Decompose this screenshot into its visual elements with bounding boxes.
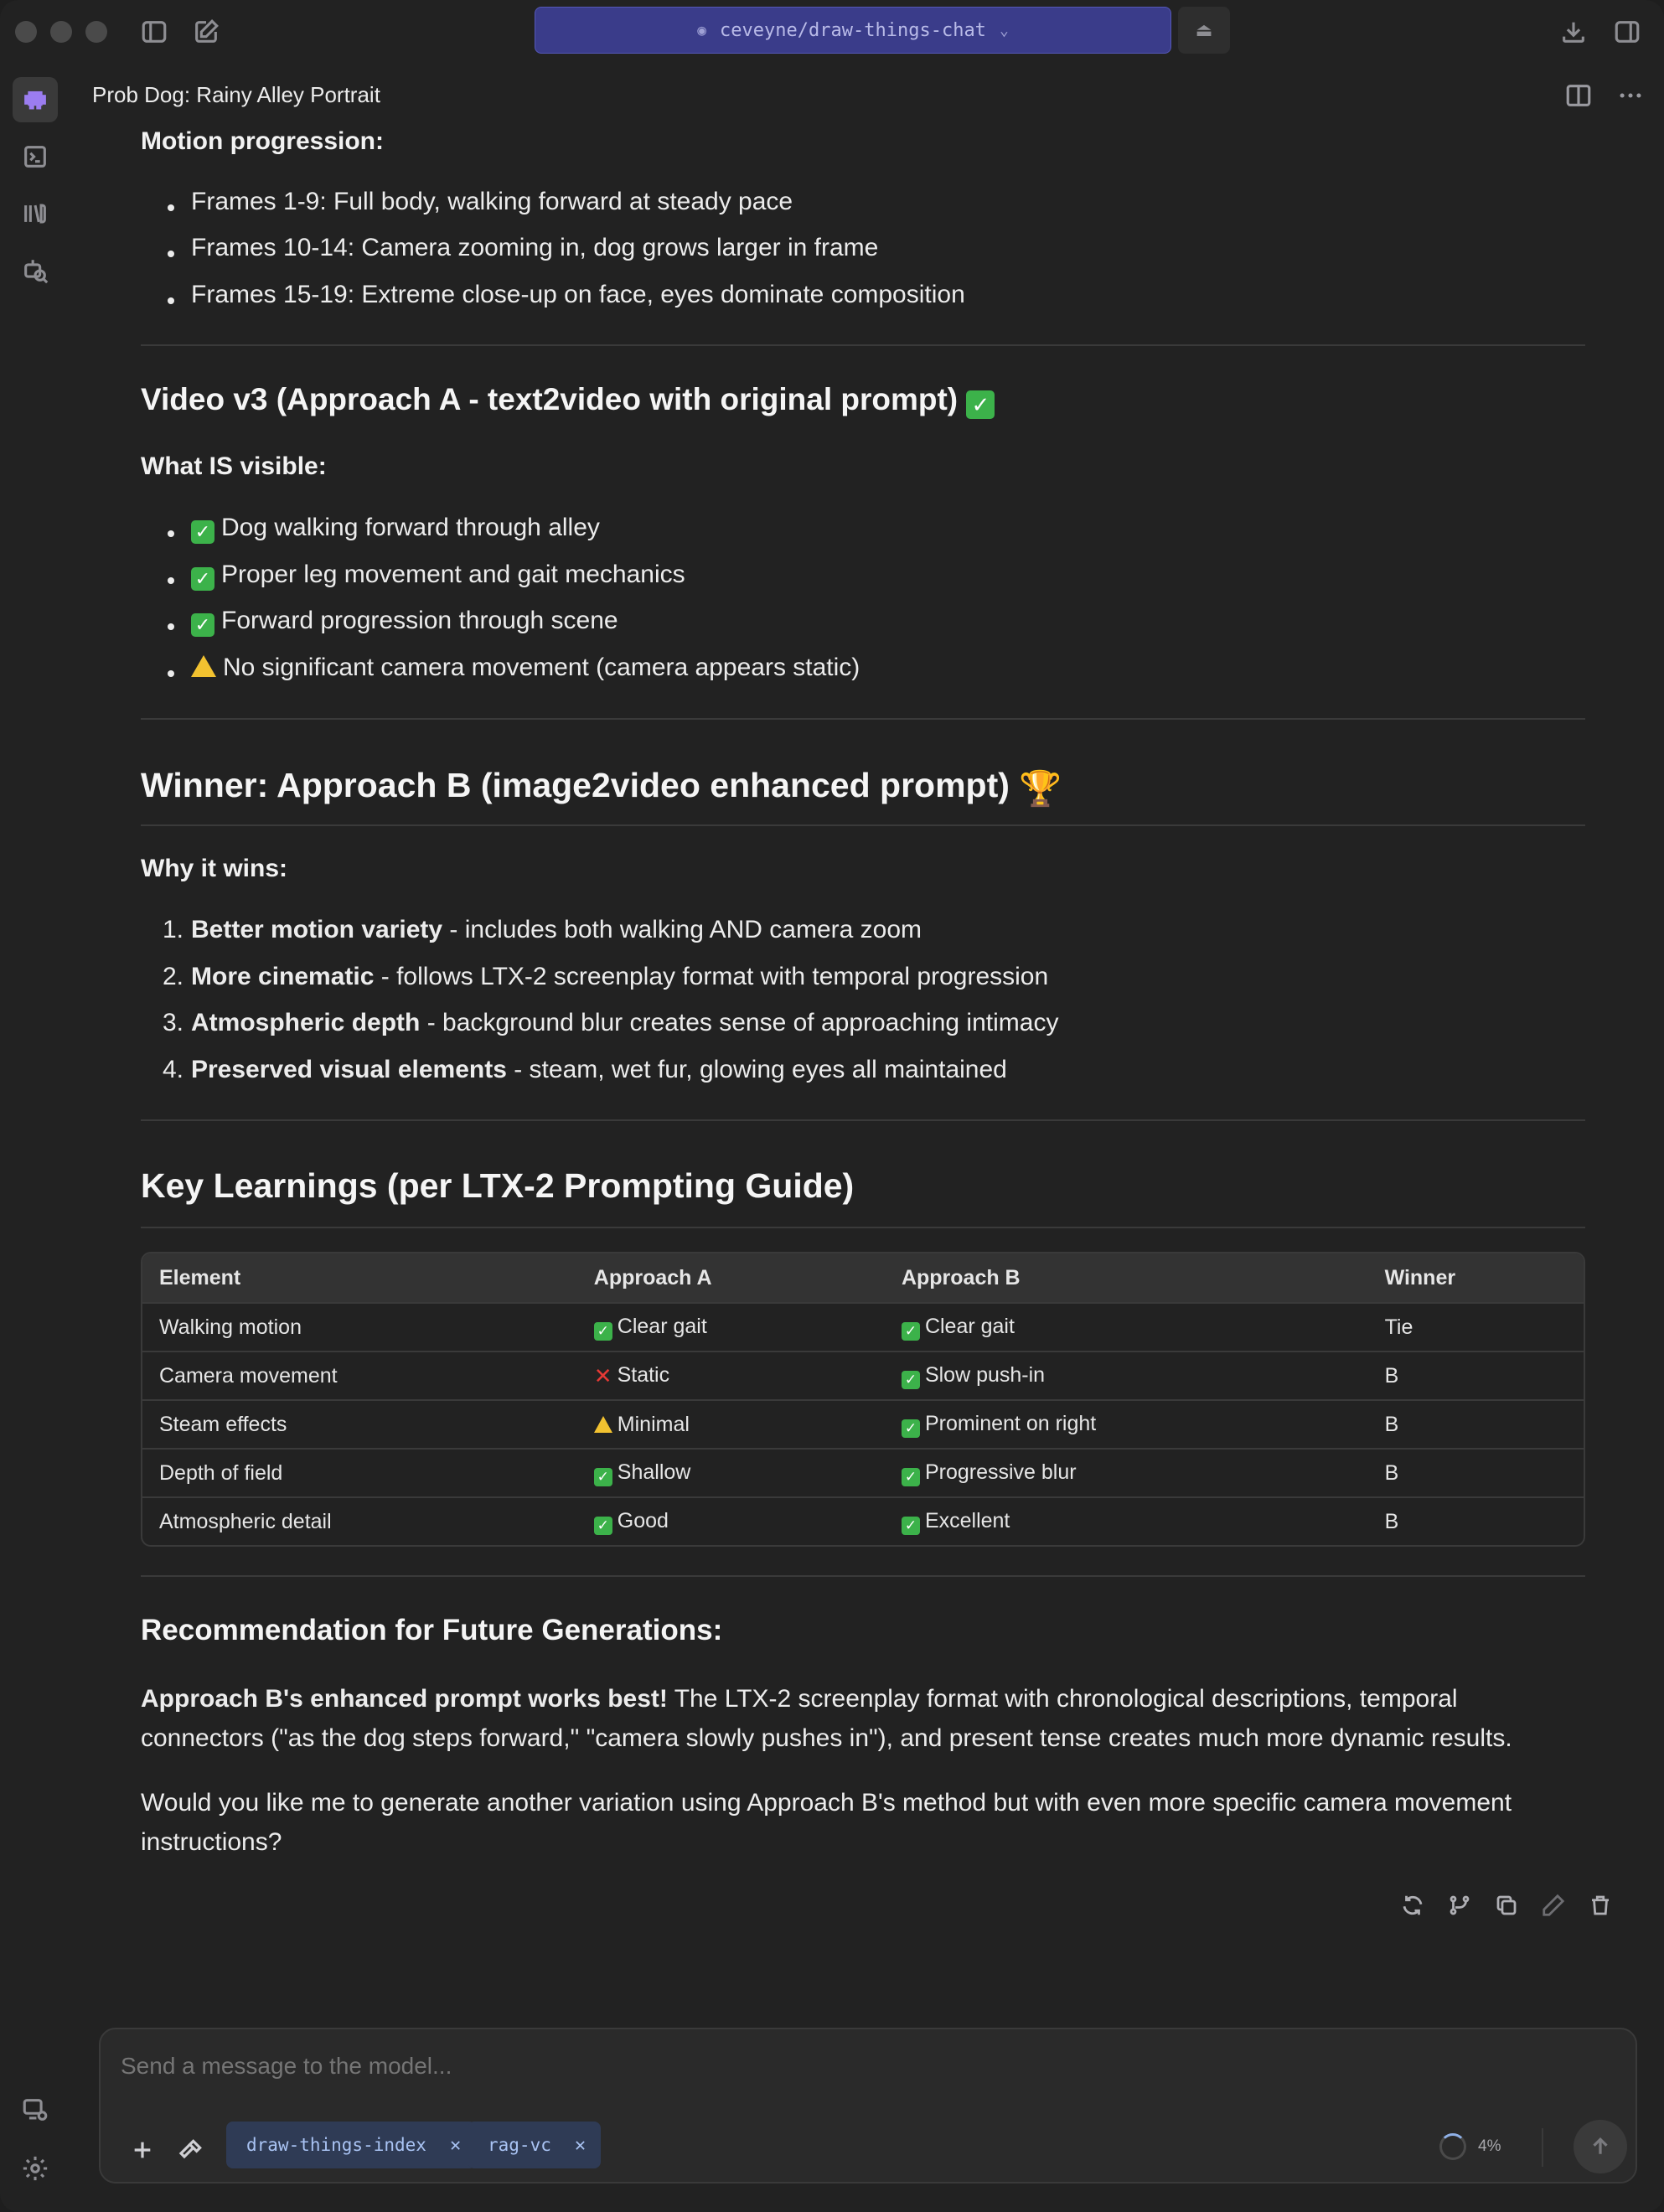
- left-rail: [0, 62, 70, 2212]
- winner-heading: Winner: Approach B (image2video enhanced prompt) 🏆: [141, 766, 1062, 808]
- copy-icon: [1494, 1893, 1519, 1918]
- sidebar-icon: [140, 18, 168, 46]
- chip-label: rag-vc: [488, 2135, 551, 2155]
- library-icon: [21, 199, 49, 228]
- repo-name: ceveyne/draw-things-chat: [720, 19, 986, 41]
- list-item: Frames 15-19: Extreme close-up on face, eyes dominate composition: [191, 281, 965, 308]
- list-number: 3.: [163, 1009, 184, 1036]
- table-cell: ✓ Slow push-in: [885, 1363, 1368, 1389]
- list-item: ✓ Forward progression through scene: [191, 607, 618, 637]
- table-cell: ✓ Prominent on right: [885, 1412, 1368, 1438]
- edit-button[interactable]: [1537, 1889, 1570, 1922]
- repo-selector[interactable]: [535, 7, 1171, 54]
- table-cell: B: [1384, 1460, 1399, 1485]
- toggle-sidebar-button[interactable]: [137, 15, 171, 49]
- warning-icon: [594, 1416, 612, 1433]
- eject-button[interactable]: [1178, 7, 1230, 54]
- table-cell: B: [1384, 1412, 1399, 1436]
- toggle-inspector-button[interactable]: [1610, 15, 1644, 49]
- check-icon: ✓: [594, 1517, 612, 1535]
- divider: [1542, 2128, 1543, 2167]
- table-cell: Tie: [1384, 1315, 1413, 1339]
- remove-chip-icon[interactable]: ✕: [574, 2134, 587, 2156]
- check-icon: ✓: [594, 1322, 612, 1341]
- motion-heading: Motion progression:: [141, 127, 384, 155]
- plus-icon: [129, 2137, 156, 2163]
- divider: [141, 344, 1585, 346]
- table-cell: B: [1384, 1509, 1399, 1533]
- table-cell: Minimal: [577, 1413, 885, 1437]
- list-item: More cinematic - follows LTX-2 screenplay format with temporal progression: [191, 963, 1049, 990]
- github-icon: ◉: [697, 21, 707, 39]
- pencil-icon: [1541, 1893, 1566, 1918]
- list-item: Preserved visual elements - steam, wet fur, glowing eyes all maintained: [191, 1056, 1007, 1083]
- table-cell: ✓ Progressive blur: [885, 1460, 1368, 1486]
- new-chat-button[interactable]: [189, 15, 223, 49]
- right-panel-icon: [1613, 18, 1641, 46]
- follow-up-question: Would you like me to generate another variation using Approach B's method but with even more specific camera movement instructions?: [141, 1789, 1512, 1856]
- branch-button[interactable]: [1443, 1889, 1476, 1922]
- v3-heading: Video v3 (Approach A - text2video with original prompt) ✓: [141, 382, 1001, 419]
- table-cell: ✕ Static: [593, 1362, 670, 1388]
- table-row: [142, 1302, 1584, 1351]
- chevron-down-icon: ⌄: [999, 21, 1009, 39]
- split-view-icon: [1564, 81, 1593, 110]
- download-icon: [1559, 18, 1588, 46]
- table-cell: B: [1384, 1363, 1399, 1388]
- table-cell: Steam effects: [159, 1412, 287, 1436]
- copy-button[interactable]: [1490, 1889, 1523, 1922]
- arrow-up-icon: [1588, 2134, 1613, 2159]
- winner-subheading: Why it wins:: [141, 855, 287, 882]
- table-row: [142, 1351, 1584, 1399]
- context-usage: [1439, 2133, 1501, 2160]
- recommendation-paragraph: Approach B's enhanced prompt works best! The LTX-2 screenplay format with chronological descriptions, temporal connectors ("as the dog steps forward," "camera slowly pushes in"), and present tense creates much more dynamic results.: [141, 1685, 1512, 1752]
- table-cell: Depth of field: [159, 1460, 283, 1485]
- list-item: No significant camera movement (camera appears static): [191, 654, 860, 682]
- context-usage-label: 4%: [1478, 2137, 1501, 2155]
- check-icon: ✓: [191, 613, 214, 637]
- table-cell: ✓ Clear gait: [577, 1315, 885, 1341]
- remote-connection-button[interactable]: [17, 2091, 54, 2128]
- column-header: Approach B: [901, 1265, 1021, 1289]
- delete-button[interactable]: [1584, 1889, 1617, 1922]
- gear-icon: [21, 2154, 49, 2183]
- list-number: 1.: [163, 916, 184, 943]
- tool-chip-rag-vc[interactable]: [468, 2122, 601, 2168]
- rail-item-chat[interactable]: [13, 77, 58, 122]
- learnings-heading: Key Learnings (per LTX-2 Prompting Guide): [141, 1166, 855, 1205]
- column-header: Element: [159, 1265, 241, 1289]
- list-item: ✓ Proper leg movement and gait mechanics: [191, 561, 685, 591]
- list-item: Frames 10-14: Camera zooming in, dog grows larger in frame: [191, 234, 879, 261]
- download-button[interactable]: [1557, 15, 1590, 49]
- eject-icon: ⏏: [1195, 19, 1213, 40]
- branch-icon: [1447, 1893, 1472, 1918]
- v3-subheading: What IS visible:: [141, 452, 327, 480]
- table-cell: ✓ Good: [577, 1509, 885, 1535]
- ellipsis-icon: [1616, 81, 1645, 110]
- check-icon: ✓: [191, 520, 214, 544]
- compose-icon: [192, 18, 220, 46]
- terminal-icon: [21, 142, 49, 171]
- link-device-icon: [21, 2096, 49, 2124]
- check-icon: ✓: [902, 1468, 920, 1486]
- table-row: [142, 1399, 1584, 1448]
- list-item: Frames 1-9: Full body, walking forward at steady pace: [191, 188, 793, 215]
- message-composer: [99, 2028, 1637, 2184]
- check-icon: ✓: [594, 1468, 612, 1486]
- check-icon: ✓: [902, 1371, 920, 1389]
- list-item: Better motion variety - includes both walking AND camera zoom: [191, 916, 922, 943]
- remove-chip-icon[interactable]: ✕: [449, 2134, 462, 2156]
- robot-search-icon: [21, 256, 49, 285]
- table-cell: ✓ Shallow: [577, 1460, 885, 1486]
- divider: [141, 824, 1585, 826]
- attach-button[interactable]: [124, 2132, 161, 2168]
- table-row: [142, 1448, 1584, 1496]
- settings-button[interactable]: [17, 2150, 54, 2187]
- comparison-table: [141, 1252, 1585, 1547]
- table-cell: ✓ Clear gait: [885, 1315, 1368, 1341]
- table-cell: Atmospheric detail: [159, 1509, 332, 1533]
- tools-button[interactable]: [173, 2132, 209, 2168]
- hammer-icon: [178, 2137, 204, 2163]
- table-cell: Walking motion: [159, 1315, 302, 1339]
- rail-item-terminal[interactable]: [13, 134, 58, 179]
- list-item: Atmospheric depth - background blur creates sense of approaching intimacy: [191, 1009, 1059, 1036]
- zoom-window-button[interactable]: [85, 21, 107, 43]
- message-input[interactable]: [121, 2053, 1545, 2080]
- list-item: ✓ Dog walking forward through alley: [191, 514, 600, 544]
- column-header: Approach A: [593, 1265, 712, 1289]
- alien-icon: [21, 85, 49, 114]
- check-icon: ✓: [191, 567, 214, 591]
- rail-item-search-agents[interactable]: [13, 248, 58, 293]
- regenerate-button[interactable]: [1396, 1889, 1429, 1922]
- cross-icon: ✕: [593, 1362, 612, 1388]
- divider: [141, 1119, 1585, 1121]
- minimize-window-button[interactable]: [50, 21, 72, 43]
- rail-item-library[interactable]: [13, 191, 58, 236]
- check-icon: ✓: [902, 1517, 920, 1535]
- warning-icon: [191, 655, 216, 677]
- recommendation-heading: Recommendation for Future Generations:: [141, 1614, 723, 1646]
- list-number: 4.: [163, 1056, 184, 1083]
- trophy-icon: 🏆: [1019, 769, 1062, 808]
- table-row: [142, 1496, 1584, 1545]
- refresh-icon: [1400, 1893, 1425, 1918]
- trash-icon: [1588, 1893, 1613, 1918]
- check-icon: ✓: [966, 390, 995, 419]
- split-view-button[interactable]: [1562, 79, 1595, 112]
- tool-chip-draw-things-index[interactable]: [226, 2122, 476, 2168]
- check-icon: ✓: [902, 1419, 920, 1438]
- progress-ring-icon: [1439, 2133, 1466, 2160]
- list-number: 2.: [163, 963, 184, 990]
- send-button[interactable]: [1574, 2120, 1627, 2173]
- table-header-row: [142, 1253, 1584, 1302]
- title-bar: [0, 0, 1664, 62]
- divider: [141, 718, 1585, 720]
- table-cell: ✓ Excellent: [885, 1509, 1368, 1535]
- close-window-button[interactable]: [15, 21, 37, 43]
- chip-label: draw-things-index: [246, 2135, 426, 2155]
- chat-title: Prob Dog: Rainy Alley Portrait: [92, 82, 380, 107]
- divider: [141, 1227, 1585, 1228]
- table-cell: Camera movement: [159, 1363, 338, 1388]
- check-icon: ✓: [902, 1322, 920, 1341]
- column-header: Winner: [1384, 1265, 1456, 1289]
- more-options-button[interactable]: [1614, 79, 1647, 112]
- divider: [141, 1575, 1585, 1577]
